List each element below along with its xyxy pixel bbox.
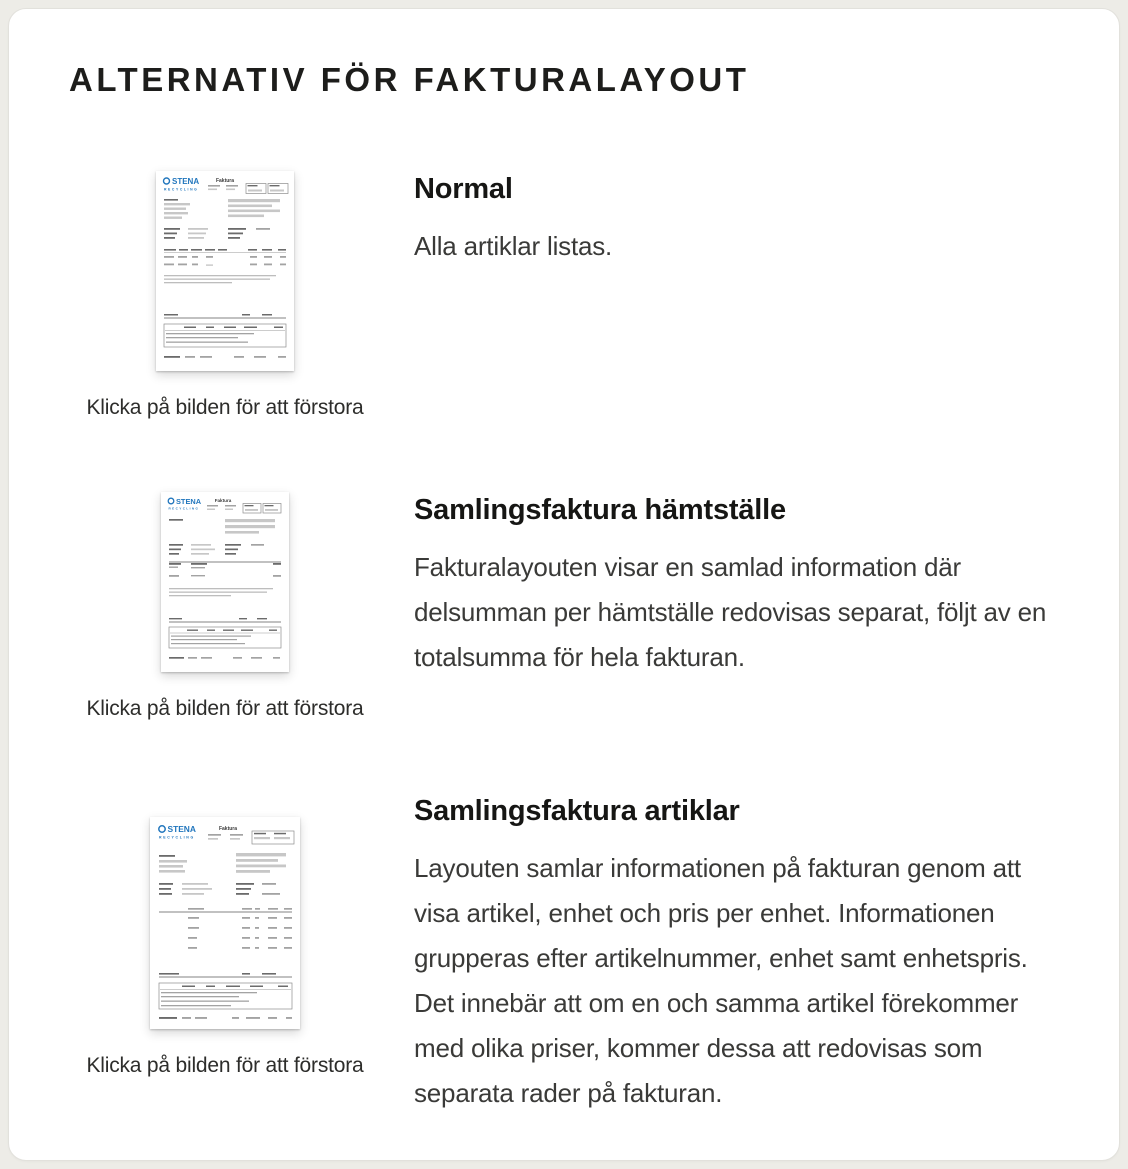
invoice-thumbnail-hamtstalle[interactable]: [161, 492, 289, 672]
svg-text:Faktura: Faktura: [214, 498, 232, 503]
stena-logo-subtext: RECYCLING: [164, 187, 199, 192]
media-column-artiklar: [69, 793, 381, 1078]
text-column-artiklar: [414, 793, 1059, 1116]
invoice-doc-title: Faktura: [215, 178, 235, 184]
option-description-hamtstalle: Fakturalayouten visar en samlad information där delsumman per hämtställe redovisas separat, följt av en totalsumma för hela fakturan.: [414, 552, 1047, 672]
page-title: ALTERNATIV FÖR FAKTURALAYOUT: [69, 61, 750, 98]
invoice-preview-normal-image: [156, 171, 294, 371]
option-description-artiklar: Layouten samlar informationen på fakturan genom att visa artikel, enhet och pris per enhet. Informationen grupperas efter artikelnummer, enhet samt enhetspris. Det innebär att om en och samma artikel förekommer med olika priser, kommer dessa att redovisas som separata rader på fakturan.: [414, 853, 1028, 1108]
thumbnail-caption-artiklar: Klicka på bilden för att förstora: [86, 1054, 364, 1077]
option-description-normal: Alla artiklar listas.: [414, 231, 613, 261]
stena-logo-text: STENA: [172, 177, 200, 186]
invoice-preview-artiklar-image: [150, 817, 300, 1029]
text-column-hamtstalle: [414, 492, 1059, 680]
media-column-normal: [69, 171, 381, 420]
thumbnail-caption-normal: Klicka på bilden för att förstora: [86, 396, 364, 419]
svg-text:RECYCLING: RECYCLING: [159, 835, 195, 840]
invoice-preview-hamtstalle-image: [161, 492, 289, 672]
svg-text:STENA: STENA: [167, 824, 196, 834]
invoice-thumbnail-artiklar[interactable]: [150, 817, 300, 1029]
svg-text:Faktura: Faktura: [218, 826, 238, 832]
svg-text:STENA: STENA: [176, 496, 202, 506]
invoice-thumbnail-normal[interactable]: [156, 171, 294, 371]
option-title-hamtstalle: Samlingsfaktura hämtställe: [414, 494, 786, 526]
option-title-artiklar: Samlingsfaktura artiklar: [414, 795, 740, 827]
thumbnail-caption-hamtstalle: Klicka på bilden för att förstora: [86, 697, 364, 720]
option-row-normal: [69, 171, 1059, 420]
option-row-samlingsfaktura-artiklar: [69, 793, 1059, 1116]
text-column-normal: [414, 171, 1059, 269]
option-row-samlingsfaktura-hamtstalle: [69, 492, 1059, 721]
content-card: [8, 8, 1120, 1161]
svg-text:RECYCLING: RECYCLING: [168, 506, 200, 511]
option-title-normal: Normal: [414, 173, 513, 205]
media-column-hamtstalle: [69, 492, 381, 721]
